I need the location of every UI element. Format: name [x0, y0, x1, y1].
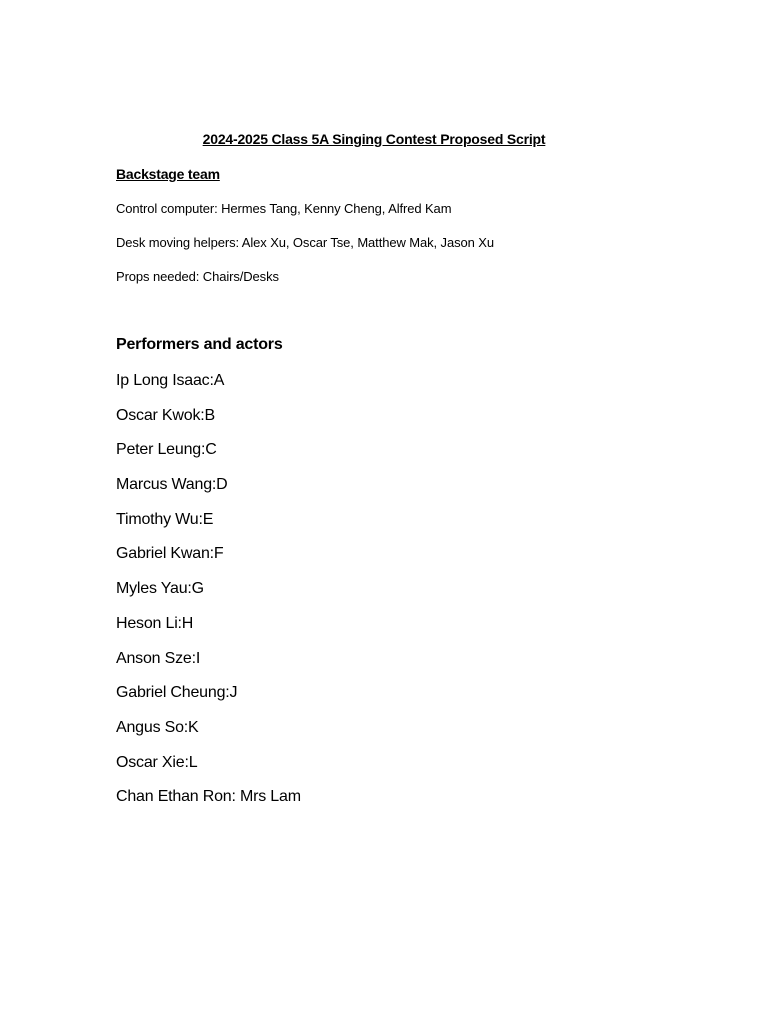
cast-item: Gabriel Kwan:F — [116, 545, 224, 563]
backstage-line-props: Props needed: Chairs/Desks — [116, 269, 279, 284]
cast-item: Gabriel Cheung:J — [116, 684, 238, 702]
backstage-line-control-computer: Control computer: Hermes Tang, Kenny Cheng, Alfred Kam — [116, 201, 452, 216]
cast-item: Marcus Wang:D — [116, 476, 228, 494]
backstage-line-desk-helpers: Desk moving helpers: Alex Xu, Oscar Tse, Matthew Mak, Jason Xu — [116, 235, 494, 250]
cast-item: Peter Leung:C — [116, 441, 217, 459]
cast-item: Oscar Xie:L — [116, 753, 198, 771]
cast-item: Anson Sze:I — [116, 649, 201, 667]
cast-item: Chan Ethan Ron: Mrs Lam — [116, 788, 301, 806]
backstage-heading: Backstage team — [116, 166, 220, 182]
cast-list — [116, 370, 301, 821]
document-title: 2024-2025 Class 5A Singing Contest Proposed Script — [202, 131, 546, 147]
cast-item: Angus So:K — [116, 718, 199, 736]
cast-item: Myles Yau:G — [116, 580, 204, 598]
cast-item: Timothy Wu:E — [116, 510, 214, 528]
performers-heading: Performers and actors — [116, 336, 283, 353]
cast-item: Ip Long Isaac:A — [116, 372, 225, 389]
cast-item: Heson Li:H — [116, 614, 194, 632]
cast-item: Oscar Kwok:B — [116, 406, 215, 424]
